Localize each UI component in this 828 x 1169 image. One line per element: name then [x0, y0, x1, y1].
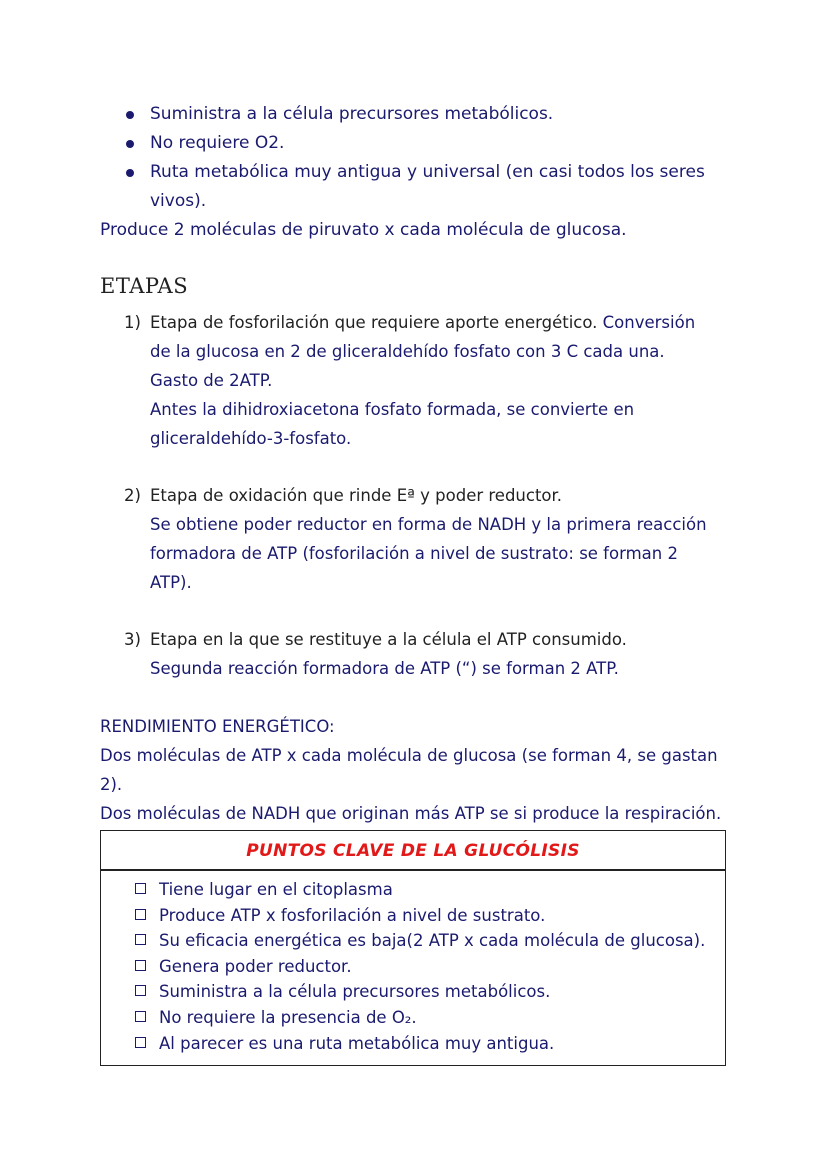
- stage-3: 3) Etapa en la que se restituye a la célula el ATP consumido. Segunda reacción formadora de ATP (“) se forman 2 ATP.: [124, 625, 734, 683]
- stage-title: Etapa de oxidación que rinde Eª y poder reductor.: [150, 486, 563, 505]
- bullet-item: Ruta metabólica muy antigua y universal (en casi todos los seres vivos).: [126, 158, 726, 216]
- checkbox-square-icon: [135, 909, 146, 920]
- etapas-heading: ETAPAS: [100, 274, 189, 298]
- key-points-box: [100, 830, 726, 1066]
- key-point-item: Produce ATP x fosforilación a nivel de sustrato.: [135, 903, 725, 929]
- stage-2: 2) Etapa de oxidación que rinde Eª y poder reductor. Se obtiene poder reductor en forma de NADH y la primera reacción formadora de ATP (fosforilación a nivel de sustrato: se forman 2 ATP).: [124, 481, 734, 597]
- key-points-title: PUNTOS CLAVE DE LA GLUCÓLISIS: [101, 831, 725, 871]
- bullet-item: Suministra a la célula precursores metabólicos.: [126, 100, 726, 129]
- bullet-dot-icon: [126, 111, 134, 119]
- produce-line: Produce 2 moléculas de piruvato x cada molécula de glucosa.: [100, 220, 627, 240]
- stage-number: 2): [124, 486, 141, 505]
- bullet-dot-icon: [126, 169, 134, 177]
- key-point-item: Genera poder reductor.: [135, 954, 725, 980]
- checkbox-square-icon: [135, 985, 146, 996]
- stage-title: Etapa de fosforilación que requiere aporte energético.: [150, 313, 598, 332]
- checkbox-square-icon: [135, 1011, 146, 1022]
- checkbox-square-icon: [135, 960, 146, 971]
- key-point-item: Su eficacia energética es baja(2 ATP x cada molécula de glucosa).: [135, 928, 725, 954]
- key-point-item: No requiere la presencia de O₂.: [135, 1005, 725, 1031]
- checkbox-square-icon: [135, 883, 146, 894]
- key-point-item: Tiene lugar en el citoplasma: [135, 877, 725, 903]
- key-points-list: [101, 871, 725, 1056]
- checkbox-square-icon: [135, 1037, 146, 1048]
- key-point-item: Suministra a la célula precursores metabólicos.: [135, 979, 725, 1005]
- key-point-item: Al parecer es una ruta metabólica muy antigua.: [135, 1031, 725, 1057]
- stage-number: 1): [124, 313, 141, 332]
- stage-number: 3): [124, 630, 141, 649]
- bullet-dot-icon: [126, 140, 134, 148]
- rendimiento-heading: RENDIMIENTO ENERGÉTICO:: [100, 717, 335, 736]
- rendimiento-section: RENDIMIENTO ENERGÉTICO: Dos moléculas de ATP x cada molécula de glucosa (se forman 4, se gastan 2). Dos moléculas de NADH que originan más ATP se si produce la respiración.: [100, 712, 740, 828]
- stage-1: 1) Etapa de fosforilación que requiere aporte energético. Conversión de la glucosa en 2 de gliceraldehído fosfato con 3 C cada una. Gasto de 2ATP. Antes la dihidroxiacetona fosfato formada, se convierte en gliceraldehído-3-fosfato.: [124, 308, 734, 453]
- checkbox-square-icon: [135, 934, 146, 945]
- intro-bullet-list: [126, 100, 726, 216]
- bullet-item: No requiere O2.: [126, 129, 726, 158]
- stage-title: Etapa en la que se restituye a la célula el ATP consumido.: [150, 630, 627, 649]
